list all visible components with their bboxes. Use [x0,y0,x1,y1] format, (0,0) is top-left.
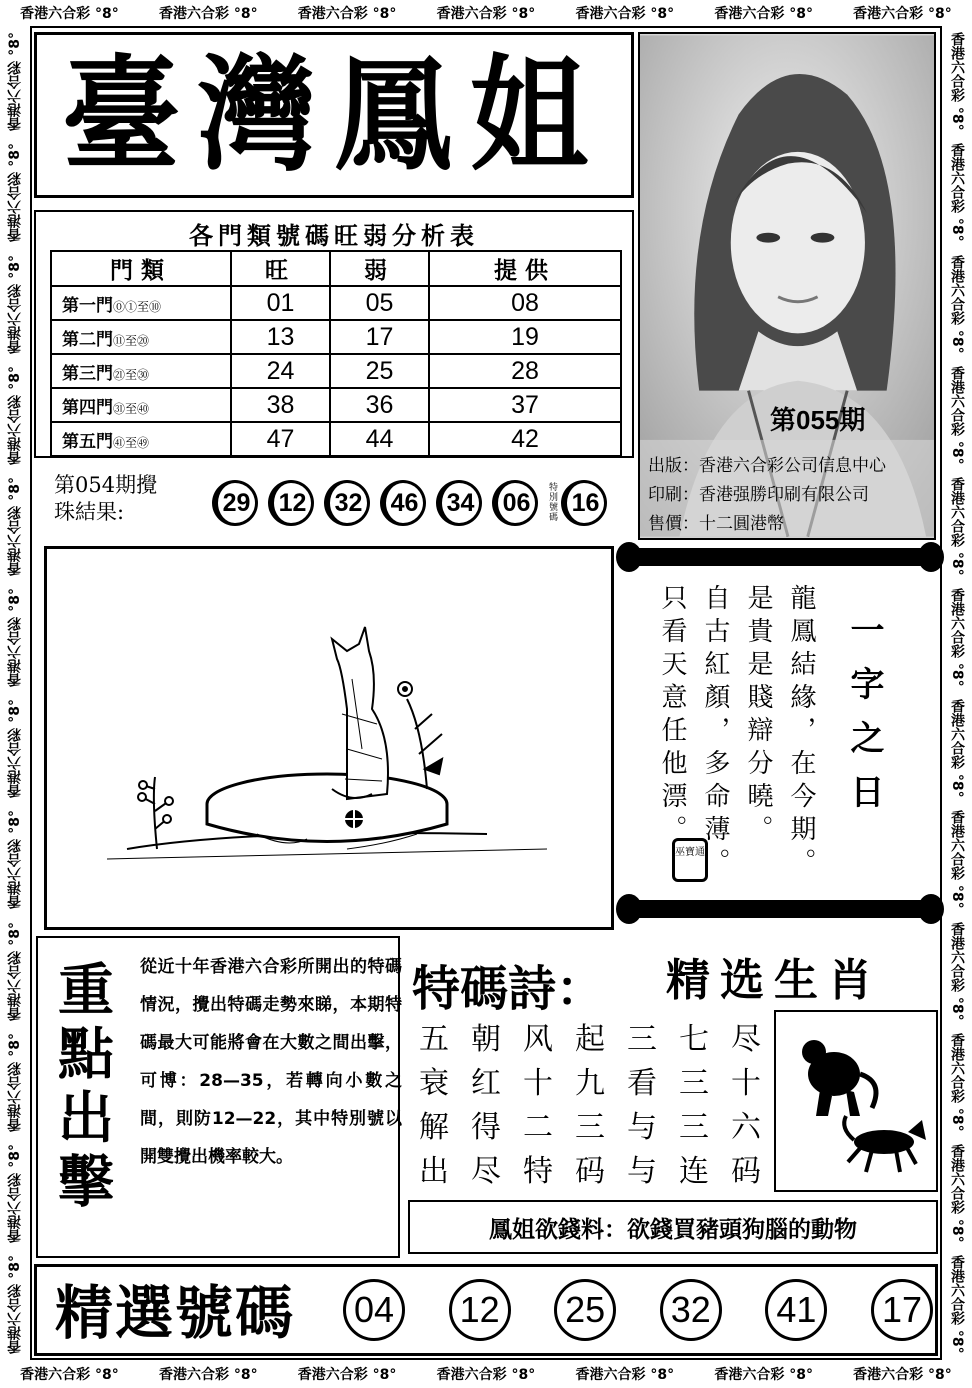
seal-stamp: 巫寶通 [672,838,708,882]
border-strip-bottom [0,1360,972,1388]
weak-cell: 17 [330,320,429,354]
border-text: 香港六合彩 °8° [7,1032,23,1132]
border-text: 香港六合彩 °8° [158,1367,258,1383]
poem-character: 红 [471,1066,501,1101]
selected-number-ball: 04 [343,1279,405,1341]
special-number-tag: 特別號碼 [548,483,558,523]
door-range: ㉑至㉚ [113,367,150,382]
money-tip-text: 鳳姐欲錢料：欲錢買豬頭狗腦的動物 [489,1215,857,1243]
poem-character: 十 [731,1066,761,1101]
column-header-strong: 旺 [231,251,330,286]
result-ball-2: 12 [268,480,314,526]
special-ball: 16 [561,480,607,526]
border-text: 香港六合彩 °8° [7,476,23,576]
special-poem-title: 特碼詩： [412,961,605,1017]
door-range: ⓪①至⑩ [113,299,162,314]
poem-character: 特 [523,1154,553,1189]
dog-on-rock-illustration [47,549,611,927]
offer-cell: 42 [429,422,621,456]
poem-character: 七 [679,1022,709,1057]
poem-character: 十 [523,1066,553,1101]
poem-character: 解 [419,1110,449,1145]
column-header-weak: 弱 [330,251,429,286]
border-text: 香港六合彩 °8° [7,588,23,687]
result-ball-6: 06 [492,480,538,526]
selected-number-ball: 41 [765,1279,827,1341]
poem-character: 得 [471,1110,501,1145]
result-ball-1: 29 [212,480,258,526]
poem-character: 与 [627,1154,657,1189]
border-text: 香港六合彩 °8° [949,921,965,1021]
weak-cell: 05 [330,286,429,320]
border-text: 香港六合彩 °8° [714,1367,813,1383]
table-header-row [51,251,621,286]
border-text: 香港六合彩 °8° [949,1254,965,1354]
zodiac-title: 精选生肖 [666,955,882,1006]
border-text: 香港六合彩 °8° [949,365,965,465]
offer-cell: 37 [429,388,621,422]
publisher-line: 出版：香港六合彩公司信息中心 [648,456,886,476]
column-header-offer: 提供 [429,251,621,286]
selected-number-ball: 25 [554,1279,616,1341]
last-result-balls [212,480,617,526]
border-text: 香港六合彩 °8° [949,476,965,576]
border-text: 香港六合彩 °8° [7,254,23,354]
poem-character: 与 [627,1110,657,1145]
printer-line: 印刷：香港强勝印刷有限公司 [648,485,869,505]
selected-number-ball: 12 [449,1279,511,1341]
poem-character: 六 [731,1110,761,1145]
last-result-label [54,472,157,526]
poem-character: 尽 [471,1154,501,1189]
focus-title: 重點出擊 [49,960,115,1216]
border-strip-top [0,0,972,26]
poem-character: 尽 [731,1022,761,1057]
door-cell [51,286,231,320]
poem-character: 风 [523,1022,553,1057]
last-result-label-line1: 第054期攪 [54,473,158,497]
door-cell [51,422,231,456]
weak-cell: 25 [330,354,429,388]
border-text: 香港六合彩 °8° [7,143,23,243]
analysis-section [34,210,634,458]
poem-character: 出 [419,1154,449,1189]
scroll-knob-icon [918,542,944,572]
border-text: 香港六合彩 °8° [575,6,675,22]
door-range: ㊶至㊾ [113,435,150,450]
table-row [51,354,621,388]
strong-cell: 24 [231,354,330,388]
word-of-day-verse [654,584,820,881]
border-text: 香港六合彩 °8° [853,6,952,22]
issue-number: 第055期 [770,405,866,435]
poem-character: 五 [419,1022,449,1057]
last-result-label-line2: 珠結果: [54,500,125,524]
border-text: 香港六合彩 °8° [158,6,258,22]
border-text: 香港六合彩 °8° [297,1367,397,1383]
border-text: 香港六合彩 °8° [436,1367,536,1383]
table-row [51,422,621,456]
analysis-title: 各門類號碼旺弱分析表 [189,222,479,250]
door-name: 第五門 [62,431,113,452]
border-text: 香港六合彩 °8° [949,588,965,687]
verse-line-1: 龍鳳結緣，在今期。 [786,584,816,881]
analysis-table [50,250,622,457]
border-text: 香港六合彩 °8° [7,1143,23,1243]
border-text: 香港六合彩 °8° [949,32,965,131]
border-text: 香港六合彩 °8° [949,254,965,354]
table-row [51,388,621,422]
poem-character: 衰 [419,1066,449,1101]
weak-cell: 44 [330,422,429,456]
door-range: ⑪至⑳ [113,333,150,348]
scroll-bar-bottom [622,900,938,918]
page-title: 臺灣鳳姐 [61,41,606,188]
border-strip-left [0,26,30,1360]
door-name: 第一門 [62,295,113,316]
border-strip-right [942,26,972,1360]
door-range: ㉛至㊵ [113,401,150,416]
strong-cell: 13 [231,320,330,354]
word-of-day-heading: 一字之日 [844,612,884,828]
poem-character: 看 [627,1066,657,1101]
door-name: 第四門 [62,397,113,418]
verse-line-3: 自古紅顏，多命薄。 [700,584,730,881]
weak-cell: 36 [330,388,429,422]
poem-character: 码 [731,1154,761,1189]
border-text: 香港六合彩 °8° [7,810,23,909]
zodiac-animals-box [774,1010,938,1192]
poem-character: 三 [679,1110,709,1145]
verse-line-2: 是貴是賤辯分曉。 [743,584,773,848]
table-row [51,320,621,354]
special-poem-grid [408,1020,772,1192]
poem-character: 三 [679,1066,709,1101]
door-cell [51,320,231,354]
scroll-knob-icon [616,542,642,572]
border-text: 香港六合彩 °8° [7,365,23,465]
offer-cell: 19 [429,320,621,354]
strong-cell: 38 [231,388,330,422]
column-header-door: 門類 [51,251,231,286]
selected-numbers-label: 精選號碼 [55,1279,296,1347]
border-text: 香港六合彩 °8° [20,1367,119,1383]
result-ball-3: 32 [324,480,370,526]
focus-section [36,936,400,1258]
border-text: 香港六合彩 °8° [949,143,965,243]
border-text: 香港六合彩 °8° [7,32,23,131]
selected-number-ball: 32 [660,1279,722,1341]
border-text: 香港六合彩 °8° [714,6,813,22]
poem-character: 起 [575,1022,605,1057]
scroll-knob-icon [918,894,944,924]
selected-number-ball: 17 [871,1279,933,1341]
door-cell [51,388,231,422]
poem-character: 朝 [471,1022,501,1057]
focus-text: 從近十年香港六合彩所開出的特碼情況，攪出特碼走勢來睇，本期特碼最大可能將會在大數之間出擊，可博：28—35，若轉向小數之間，則防12—22，其中特別號以開雙攪出機率較大。 [140,957,402,1167]
word-of-day-scroll [622,548,938,920]
poem-character: 码 [575,1154,605,1189]
border-text: 香港六合彩 °8° [949,699,965,798]
selected-numbers-section [34,1264,938,1356]
border-text: 香港六合彩 °8° [7,699,23,798]
offer-cell: 28 [429,354,621,388]
offer-cell: 08 [429,286,621,320]
poem-character: 三 [575,1110,605,1145]
scroll-bar-top [622,548,938,566]
poem-character: 九 [575,1066,605,1101]
result-ball-5: 34 [436,480,482,526]
scroll-knob-icon [616,894,642,924]
poem-character: 二 [523,1110,553,1145]
door-name: 第二門 [62,329,113,350]
verse-line-4: 只看天意任他漂。 [657,584,687,848]
strong-cell: 01 [231,286,330,320]
selected-numbers-balls [343,1279,933,1341]
monkey-and-dog-icon [776,1012,936,1190]
money-tip-box [408,1200,938,1254]
border-text: 香港六合彩 °8° [436,6,536,22]
price-line: 售價：十二圓港幣 [648,514,784,534]
door-cell [51,354,231,388]
border-text: 香港六合彩 °8° [575,1367,675,1383]
border-text: 香港六合彩 °8° [949,1032,965,1132]
border-text: 香港六合彩 °8° [949,810,965,909]
riddle-drawing [44,546,614,930]
strong-cell: 47 [231,422,330,456]
border-text: 香港六合彩 °8° [853,1367,952,1383]
door-name: 第三門 [62,363,113,384]
table-row [51,286,621,320]
publication-info [648,452,886,539]
border-text: 香港六合彩 °8° [7,1254,23,1354]
title-box [34,32,634,198]
border-text: 香港六合彩 °8° [949,1143,965,1243]
poem-character: 连 [679,1154,709,1189]
border-text: 香港六合彩 °8° [20,6,119,22]
border-text: 香港六合彩 °8° [7,921,23,1021]
poem-character: 三 [627,1022,657,1057]
result-ball-4: 46 [380,480,426,526]
border-text: 香港六合彩 °8° [297,6,397,22]
